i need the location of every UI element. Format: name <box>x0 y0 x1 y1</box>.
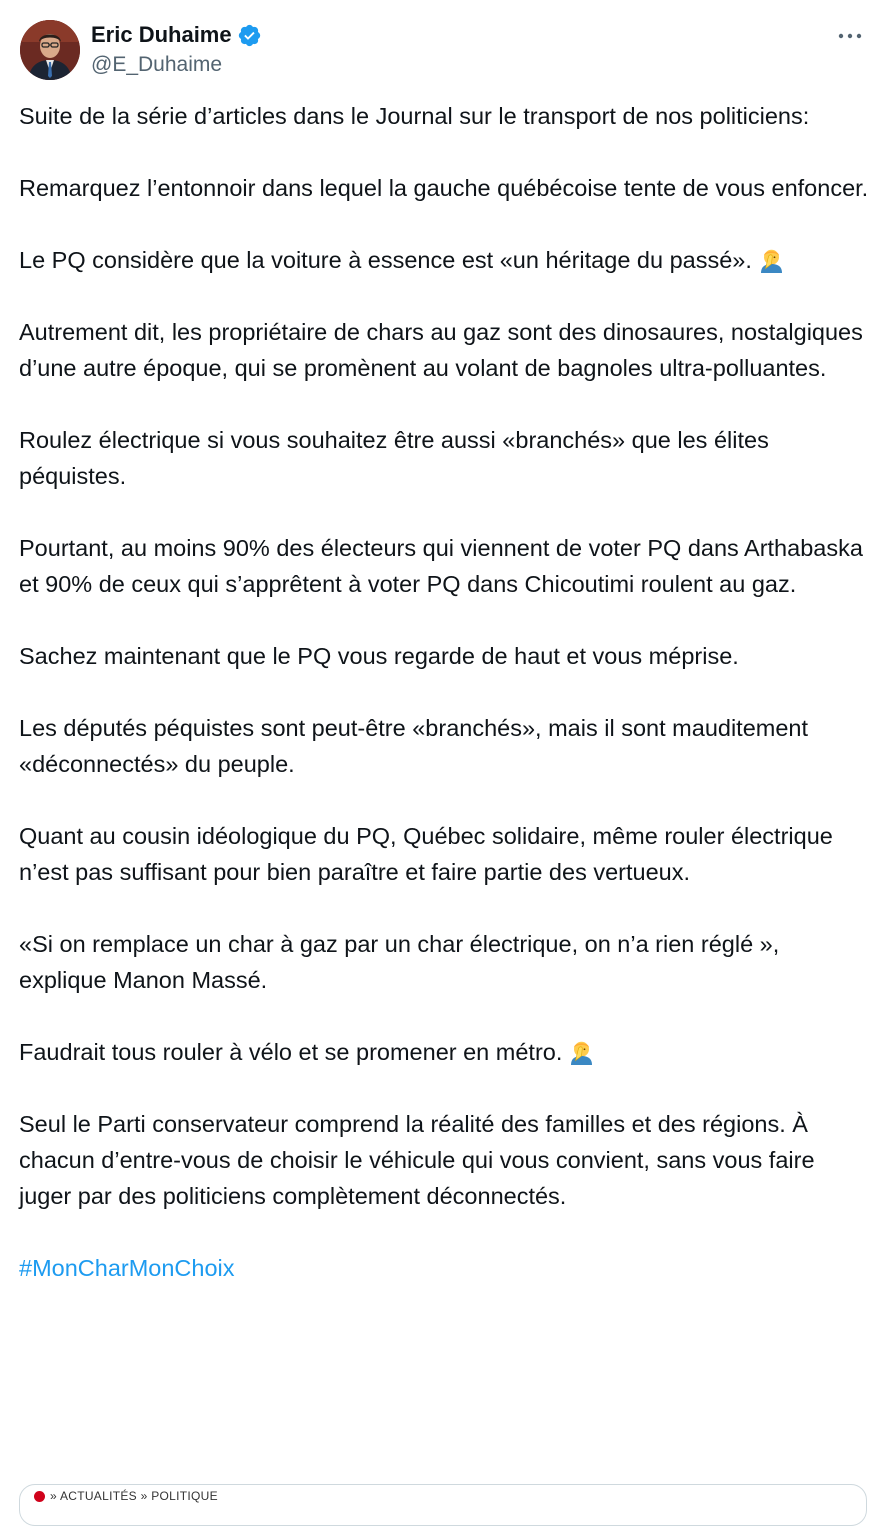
paragraph-text: Remarquez l’entonnoir dans lequel la gauche québécoise tente de vous enfoncer. <box>19 175 869 201</box>
paragraph-text: Seul le Parti conservateur comprend la réalité des familles et des régions. À chacun d’entre-vous de choisir le véhicule qui vous convient, sans vous faire juger par des politiciens complètement déconnectés. <box>19 1111 822 1209</box>
tweet-paragraph <box>19 1106 869 1214</box>
author-handle[interactable]: @E_Duhaime <box>91 53 223 76</box>
tweet-paragraph <box>19 926 869 998</box>
breadcrumb-text: » ACTUALITÉS » POLITIQUE <box>50 1489 218 1503</box>
tweet-paragraph <box>19 710 869 782</box>
tweet-paragraph <box>19 530 869 602</box>
hashtag-link[interactable]: #MonCharMonChoix <box>19 1255 235 1281</box>
paragraph-text: Faudrait tous rouler à vélo et se promener en métro. <box>19 1039 563 1065</box>
tweet-paragraph <box>19 314 869 386</box>
paragraph-text: Le PQ considère que la voiture à essence est «un héritage du passé». <box>19 247 752 273</box>
facepalm-emoji-icon <box>758 246 785 273</box>
tweet-text <box>19 98 869 1322</box>
avatar-photo <box>20 20 80 80</box>
author-name[interactable]: Eric Duhaime <box>91 22 232 47</box>
paragraph-text: Pourtant, au moins 90% des électeurs qui viennent de voter PQ dans Arthabaska et 90% de ceux qui s’apprêtent à voter PQ dans Chicoutimi roulent au gaz. <box>19 535 870 597</box>
paragraph-text: «Si on remplace un char à gaz par un char électrique, on n’a rien réglé », explique Manon Massé. <box>19 931 786 993</box>
more-options-icon[interactable] <box>834 22 866 50</box>
author-name-row <box>91 20 262 50</box>
paragraph-text: Sachez maintenant que le PQ vous regarde de haut et vous méprise. <box>19 643 739 669</box>
paragraph-text: Quant au cousin idéologique du PQ, Québec solidaire, même rouler électrique n’est pas suffisant pour bien paraître et faire partie des vertueux. <box>19 823 840 885</box>
tweet-paragraph <box>19 1034 869 1070</box>
tweet-paragraph <box>19 638 869 674</box>
author-block <box>91 20 262 77</box>
link-preview-card[interactable] <box>19 1484 867 1526</box>
tweet-paragraph <box>19 1250 869 1286</box>
paragraph-text: Autrement dit, les propriétaire de chars au gaz sont des dinosaures, nostalgiques d’une autre époque, qui se promènent au volant de bagnoles ultra-polluantes. <box>19 319 870 381</box>
tweet-paragraph <box>19 170 869 206</box>
paragraph-text: Suite de la série d’articles dans le Journal sur le transport de nos politiciens: <box>19 103 810 129</box>
avatar[interactable] <box>20 20 80 80</box>
home-icon <box>34 1491 45 1502</box>
verified-badge-icon[interactable] <box>237 23 262 48</box>
tweet-header <box>20 20 866 82</box>
facepalm-emoji-icon <box>568 1038 595 1065</box>
tweet-paragraph <box>19 98 869 134</box>
tweet-paragraph <box>19 422 869 494</box>
paragraph-text: Roulez électrique si vous souhaitez être aussi «branchés» que les élites péquistes. <box>19 427 776 489</box>
tweet-paragraph <box>19 818 869 890</box>
tweet-paragraph <box>19 242 869 278</box>
article-breadcrumb <box>34 1489 218 1503</box>
paragraph-text: Les députés péquistes sont peut-être «branchés», mais il sont mauditement «déconnectés» du peuple. <box>19 715 815 777</box>
